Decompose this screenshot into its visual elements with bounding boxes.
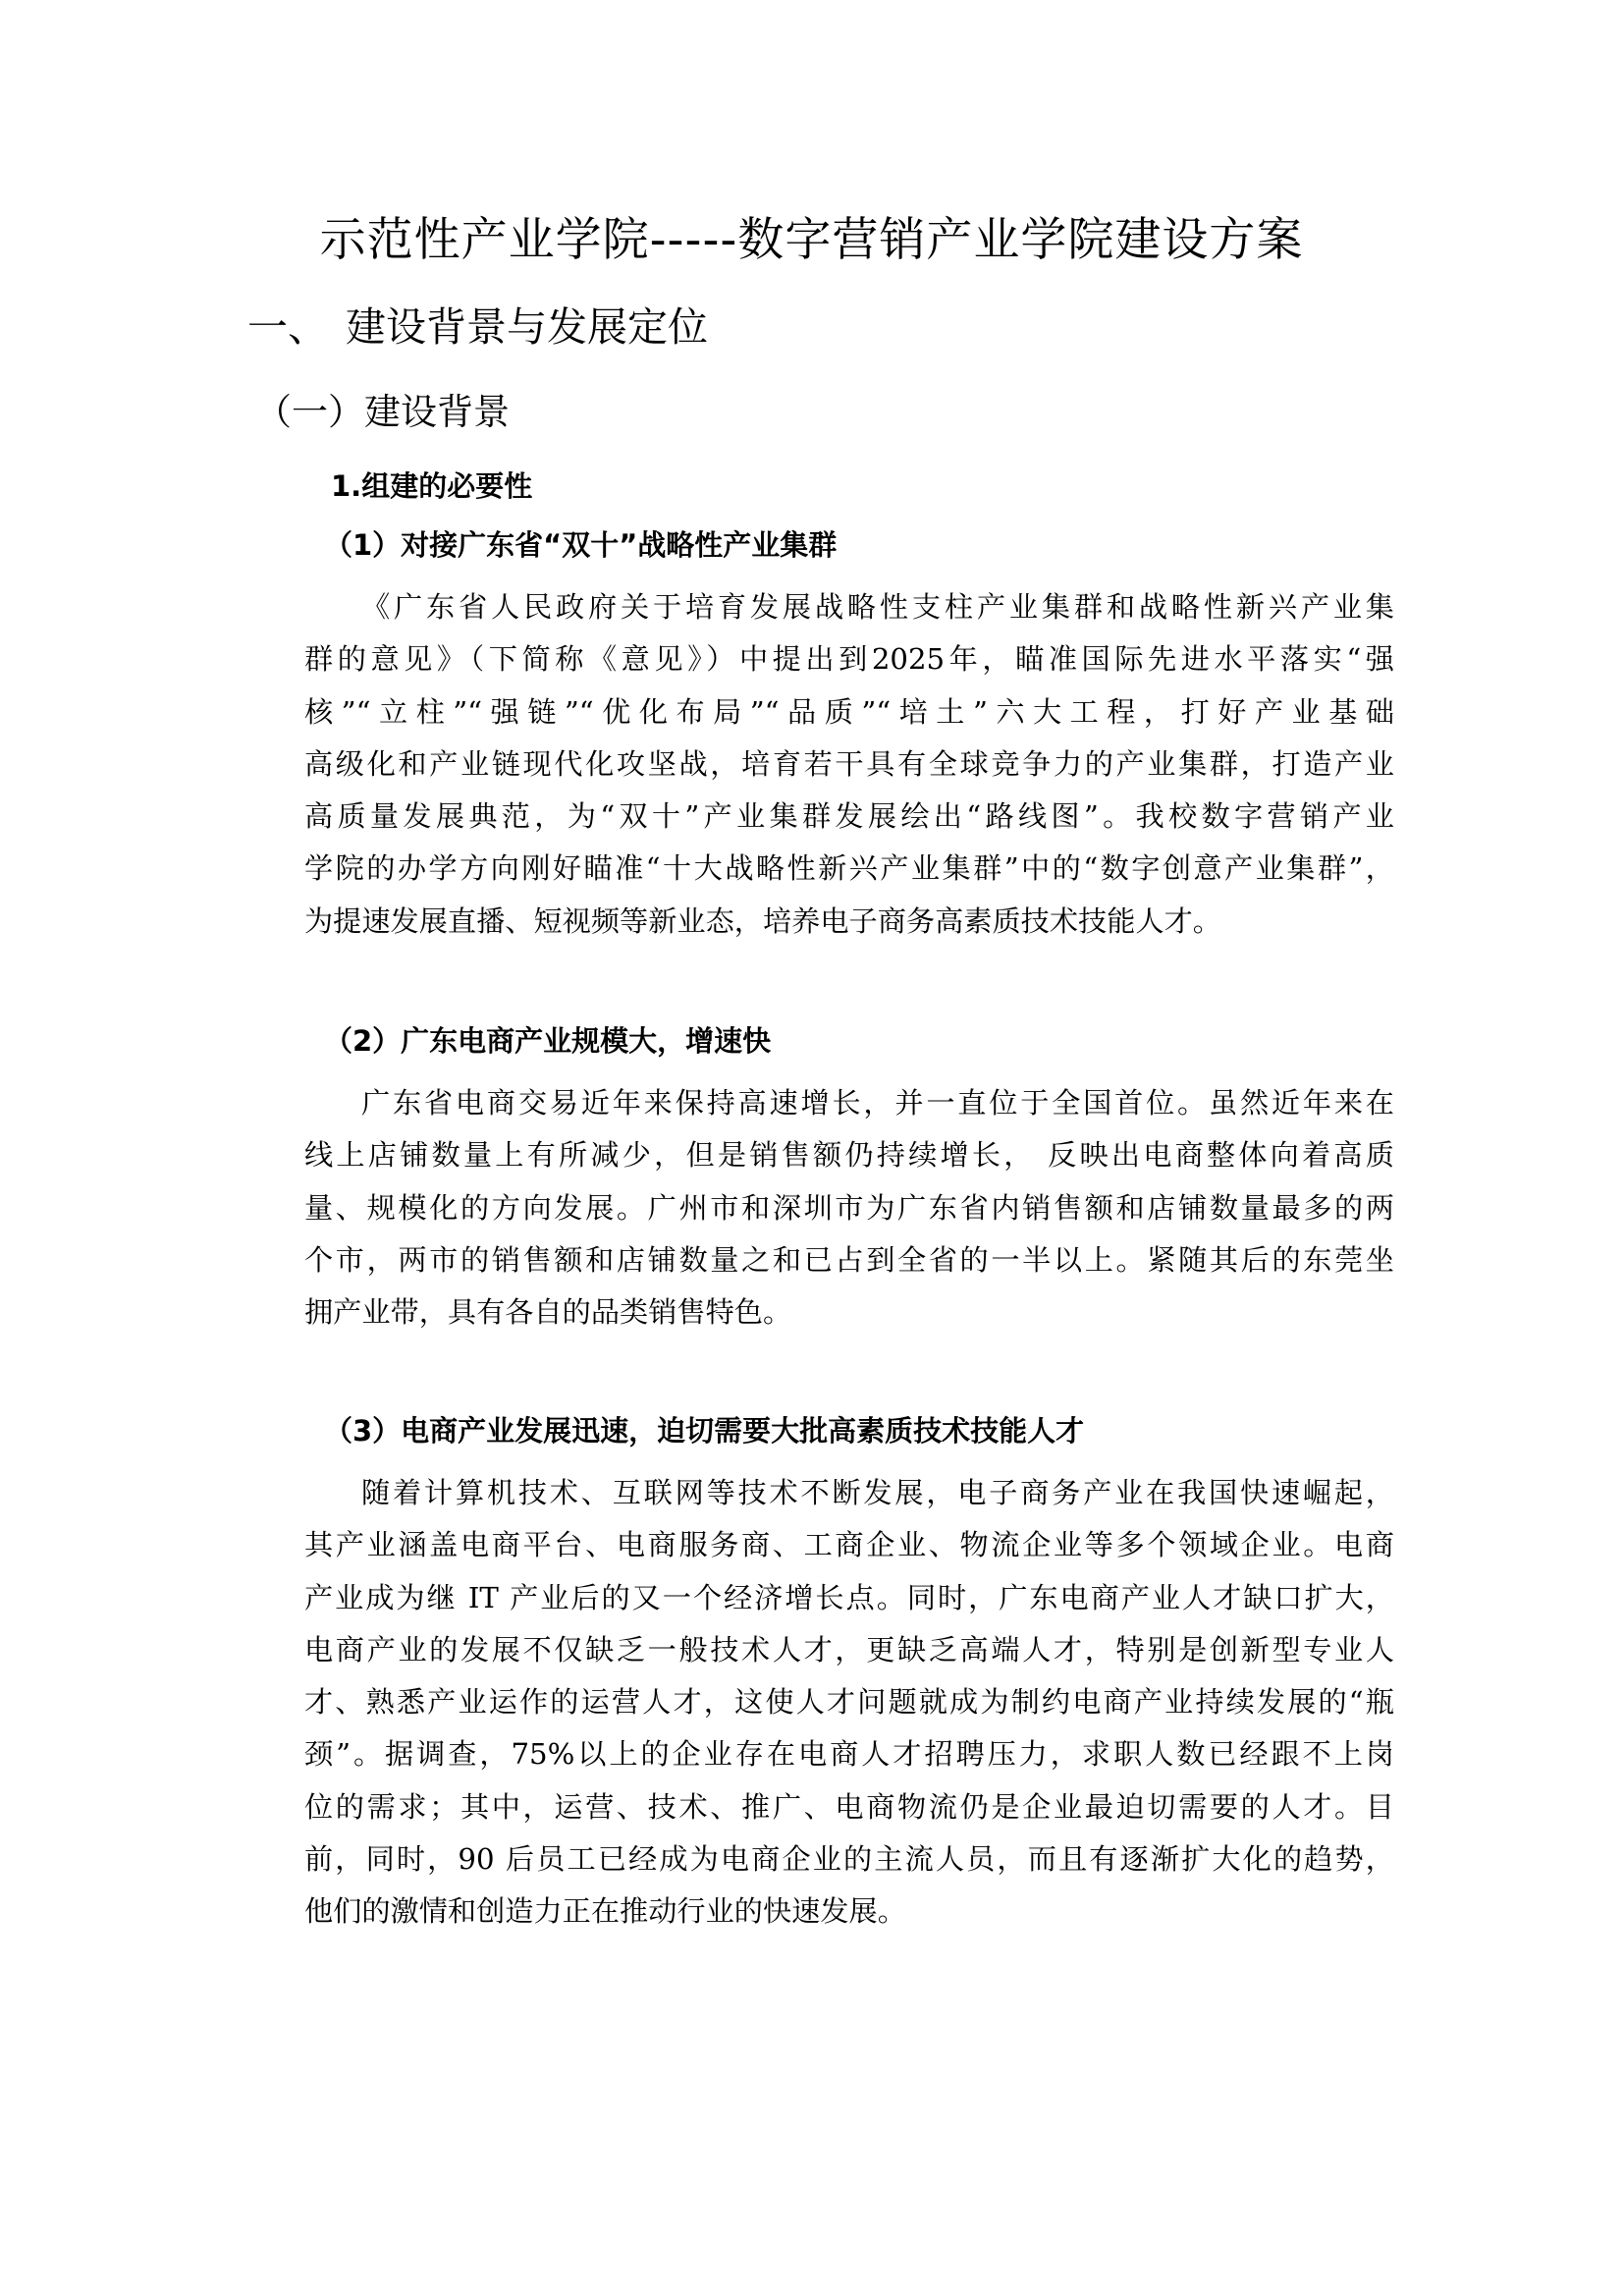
document-title: 示范性产业学院-----数字营销产业学院建设方案 xyxy=(319,213,1304,267)
section-title: 建设背景与发展定位 xyxy=(346,303,708,351)
subsection-heading: （一）建设背景 xyxy=(255,391,510,433)
item-heading: 1.组建的必要性 xyxy=(331,469,533,503)
point-heading-2: （2）广东电商产业规模大，增速快 xyxy=(324,1024,772,1058)
paragraph-line: 个市，两市的销售额和店铺数量之和已占到全省的一半以上。紧随其后的东莞坐 xyxy=(304,1242,1394,1277)
paragraph-line: 前，同时，90 后员工已经成为电商企业的主流人员，而且有逐渐扩大化的趋势， xyxy=(304,1842,1394,1877)
paragraph-line: 位的需求；其中，运营、技术、推广、电商物流仍是企业最迫切需要的人才。目 xyxy=(304,1789,1394,1824)
paragraph-line: 线上店铺数量上有所减少，但是销售额仍持续增长， 反映出电商整体向着高质 xyxy=(304,1138,1394,1173)
paragraph-line: 为提速发展直播、短视频等新业态，培养电子商务高素质技术技能人才。 xyxy=(304,903,1221,938)
paragraph-line: 他们的激情和创造力正在推动行业的快速发展。 xyxy=(304,1894,906,1929)
paragraph-line: 高质量发展典范，为“双十”产业集群发展绘出“路线图”。我校数字营销产业 xyxy=(304,799,1394,834)
section-heading-1 xyxy=(247,293,708,361)
paragraph-line: 其产业涵盖电商平台、电商服务商、工商企业、物流企业等多个领域企业。电商 xyxy=(304,1528,1394,1562)
paragraph-line: 才、熟悉产业运作的运营人才，这使人才问题就成为制约电商产业持续发展的“瓶 xyxy=(304,1685,1394,1720)
paragraph-2 xyxy=(247,1077,1394,1339)
paragraph-line: 拥产业带，具有各自的品类销售特色。 xyxy=(304,1295,792,1330)
point-heading-3: （3）电商产业发展迅速，迫切需要大批高素质技术技能人才 xyxy=(324,1414,1085,1448)
paragraph-line: 颈”。据调查，75%以上的企业存在电商人才招聘压力，求职人数已经跟不上岗 xyxy=(304,1737,1394,1772)
paragraph-line: 产业成为继 IT 产业后的又一个经济增长点。同时，广东电商产业人才缺口扩大， xyxy=(304,1580,1394,1614)
paragraph-line: 随着计算机技术、互联网等技术不断发展，电子商务产业在我国快速崛起， xyxy=(361,1476,1394,1509)
paragraph-1 xyxy=(247,581,1394,948)
paragraph-line: 量、规模化的方向发展。广州市和深圳市为广东省内销售额和店铺数量最多的两 xyxy=(304,1190,1394,1225)
paragraph-line: 《广东省人民政府关于培育发展战略性支柱产业集群和战略性新兴产业集 xyxy=(361,590,1394,624)
paragraph-line: 广东省电商交易近年来保持高速增长，并一直位于全国首位。虽然近年来在 xyxy=(361,1086,1394,1120)
paragraph-line: 核”“立柱”“强链”“优化布局”“品质”“培土”六大工程，打好产业基础 xyxy=(304,694,1394,729)
paragraph-3 xyxy=(247,1467,1394,1939)
point-heading-1: （1）对接广东省“双十”战略性产业集群 xyxy=(324,528,838,562)
paragraph-line: 电商产业的发展不仅缺乏一般技术人才，更缺乏高端人才，特别是创新型专业人 xyxy=(304,1632,1394,1667)
paragraph-line: 学院的办学方向刚好瞄准“十大战略性新兴产业集群”中的“数字创意产业集群”， xyxy=(304,851,1394,886)
paragraph-line: 群的意见》（下简称《意见》）中提出到2025年，瞄准国际先进水平落实“强 xyxy=(304,642,1394,677)
paragraph-line: 高级化和产业链现代化攻坚战，培育若干具有全球竞争力的产业集群，打造产业 xyxy=(304,746,1394,781)
section-number: 一、 xyxy=(247,303,328,351)
